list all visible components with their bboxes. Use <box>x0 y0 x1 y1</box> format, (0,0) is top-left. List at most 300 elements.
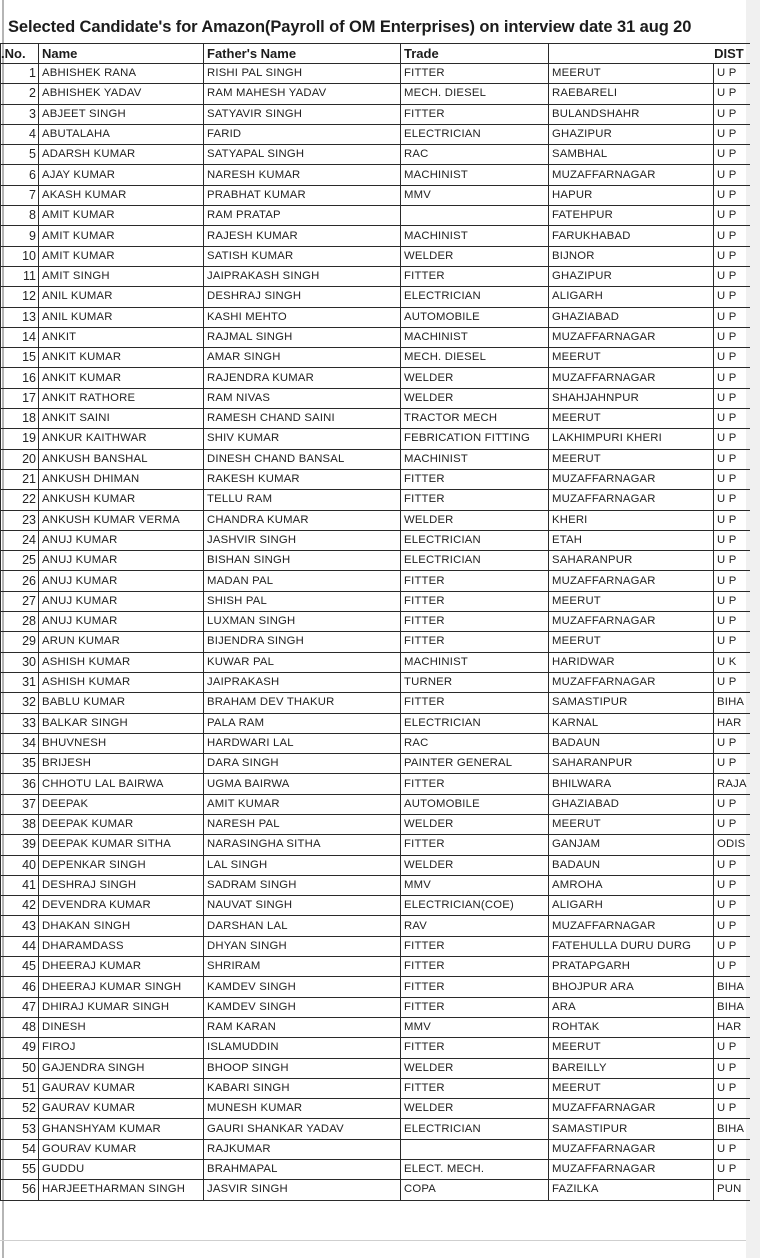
table-row <box>1 672 750 692</box>
cell-state: U P <box>714 1058 750 1078</box>
cell-district: MEERUT <box>549 64 714 84</box>
cell-name: DHEERAJ KUMAR SINGH <box>39 977 204 997</box>
cell-sno: 5 <box>1 145 39 165</box>
cell-state: PUN <box>714 1180 750 1200</box>
cell-name: ANUJ KUMAR <box>39 591 204 611</box>
cell-father-name: RAM KARAN <box>204 1017 401 1037</box>
table-row <box>1 1180 750 1200</box>
cell-trade: FITTER <box>401 774 549 794</box>
cell-district: MEERUT <box>549 348 714 368</box>
cell-sno: 19 <box>1 429 39 449</box>
cell-trade: MACHINIST <box>401 226 549 246</box>
cell-name: ABUTALAHA <box>39 124 204 144</box>
cell-trade: ELECTRICIAN <box>401 287 549 307</box>
table-row <box>1 835 750 855</box>
cell-name: ASHISH KUMAR <box>39 652 204 672</box>
cell-district: GHAZIPUR <box>549 266 714 286</box>
table-row <box>1 84 750 104</box>
cell-trade <box>401 206 549 226</box>
cell-district: FARUKHABAD <box>549 226 714 246</box>
cell-state: U P <box>714 124 750 144</box>
header-sno: .No. <box>1 44 39 64</box>
cell-state: U P <box>714 368 750 388</box>
cell-state: U P <box>714 84 750 104</box>
cell-trade: FITTER <box>401 632 549 652</box>
cell-name: DINESH <box>39 1017 204 1037</box>
cell-trade: MMV <box>401 185 549 205</box>
cell-trade: ELECTRICIAN <box>401 1119 549 1139</box>
cell-father-name: HARDWARI LAL <box>204 733 401 753</box>
cell-trade: RAC <box>401 733 549 753</box>
cell-sno: 26 <box>1 571 39 591</box>
cell-trade: ELECTRICIAN <box>401 713 549 733</box>
cell-father-name: KUWAR PAL <box>204 652 401 672</box>
cell-trade: WELDER <box>401 855 549 875</box>
cell-state: U P <box>714 855 750 875</box>
table-row <box>1 814 750 834</box>
cell-state: U P <box>714 327 750 347</box>
cell-trade <box>401 1139 549 1159</box>
cell-name: CHHOTU LAL BAIRWA <box>39 774 204 794</box>
cell-district: BHILWARA <box>549 774 714 794</box>
cell-district: RAEBARELI <box>549 84 714 104</box>
table-row <box>1 388 750 408</box>
cell-state: ODIS <box>714 835 750 855</box>
cell-trade: ELECTRICIAN <box>401 530 549 550</box>
cell-sno: 29 <box>1 632 39 652</box>
cell-sno: 1 <box>1 64 39 84</box>
cell-sno: 9 <box>1 226 39 246</box>
cell-sno: 30 <box>1 652 39 672</box>
cell-name: DEEPAK KUMAR <box>39 814 204 834</box>
table-row <box>1 449 750 469</box>
cell-state: U P <box>714 571 750 591</box>
table-row <box>1 429 750 449</box>
table-row <box>1 348 750 368</box>
cell-district: MEERUT <box>549 591 714 611</box>
cell-name: ANKIT <box>39 327 204 347</box>
cell-sno: 11 <box>1 266 39 286</box>
table-row <box>1 612 750 632</box>
cell-father-name: JASVIR SINGH <box>204 1180 401 1200</box>
cell-name: AMIT KUMAR <box>39 226 204 246</box>
cell-father-name: RAJMAL SINGH <box>204 327 401 347</box>
cell-state: U P <box>714 449 750 469</box>
cell-trade: MACHINIST <box>401 327 549 347</box>
table-row <box>1 875 750 895</box>
header-name: Name <box>39 44 204 64</box>
cell-trade: MMV <box>401 875 549 895</box>
cell-father-name: MADAN PAL <box>204 571 401 591</box>
cell-trade: FITTER <box>401 612 549 632</box>
cell-father-name: KASHI MEHTO <box>204 307 401 327</box>
cell-father-name: DINESH CHAND BANSAL <box>204 449 401 469</box>
table-row <box>1 916 750 936</box>
table-row <box>1 145 750 165</box>
cell-father-name: PRABHAT KUMAR <box>204 185 401 205</box>
cell-district: HAPUR <box>549 185 714 205</box>
cell-father-name: TELLU RAM <box>204 490 401 510</box>
table-row <box>1 774 750 794</box>
cell-state: U P <box>714 936 750 956</box>
cell-sno: 31 <box>1 672 39 692</box>
cell-trade: MACHINIST <box>401 652 549 672</box>
table-row <box>1 510 750 530</box>
header-trade: Trade <box>401 44 549 64</box>
cell-trade: MECH. DIESEL <box>401 84 549 104</box>
cell-sno: 14 <box>1 327 39 347</box>
cell-state: U P <box>714 794 750 814</box>
table-row <box>1 936 750 956</box>
cell-trade: FITTER <box>401 977 549 997</box>
cell-father-name: NARESH PAL <box>204 814 401 834</box>
cell-sno: 44 <box>1 936 39 956</box>
cell-trade: FITTER <box>401 1038 549 1058</box>
cell-father-name: BRAHMAPAL <box>204 1160 401 1180</box>
cell-father-name: SHISH PAL <box>204 591 401 611</box>
cell-state: U P <box>714 875 750 895</box>
table-row <box>1 409 750 429</box>
cell-sno: 36 <box>1 774 39 794</box>
cell-sno: 35 <box>1 754 39 774</box>
cell-district: KHERI <box>549 510 714 530</box>
table-bottom-edge <box>0 1240 746 1241</box>
cell-sno: 55 <box>1 1160 39 1180</box>
cell-state: U P <box>714 185 750 205</box>
cell-name: DESHRAJ SINGH <box>39 875 204 895</box>
cell-name: ABJEET SINGH <box>39 104 204 124</box>
cell-sno: 54 <box>1 1139 39 1159</box>
cell-sno: 12 <box>1 287 39 307</box>
table-row <box>1 652 750 672</box>
cell-name: BABLU KUMAR <box>39 693 204 713</box>
cell-trade: FITTER <box>401 64 549 84</box>
cell-father-name: RAJKUMAR <box>204 1139 401 1159</box>
cell-sno: 16 <box>1 368 39 388</box>
cell-state: U P <box>714 226 750 246</box>
cell-state: BIHA <box>714 693 750 713</box>
cell-state: U P <box>714 896 750 916</box>
cell-father-name: SHIV KUMAR <box>204 429 401 449</box>
cell-district: MUZAFFARNAGAR <box>549 916 714 936</box>
cell-state: U P <box>714 104 750 124</box>
cell-sno: 4 <box>1 124 39 144</box>
table-row <box>1 1058 750 1078</box>
cell-name: DHARAMDASS <box>39 936 204 956</box>
cell-trade: FITTER <box>401 469 549 489</box>
cell-state: U P <box>714 348 750 368</box>
cell-trade: WELDER <box>401 814 549 834</box>
cell-state: U P <box>714 429 750 449</box>
cell-state: U P <box>714 1160 750 1180</box>
cell-trade: WELDER <box>401 1099 549 1119</box>
cell-sno: 3 <box>1 104 39 124</box>
cell-district: SAMBHAL <box>549 145 714 165</box>
cell-state: U P <box>714 957 750 977</box>
table-row <box>1 266 750 286</box>
cell-father-name: SATYAVIR SINGH <box>204 104 401 124</box>
cell-state: U P <box>714 287 750 307</box>
cell-district: MUZAFFARNAGAR <box>549 612 714 632</box>
cell-state: U P <box>714 1078 750 1098</box>
table-row <box>1 591 750 611</box>
table-row <box>1 104 750 124</box>
cell-father-name: JAIPRAKASH SINGH <box>204 266 401 286</box>
cell-state: U P <box>714 916 750 936</box>
cell-sno: 20 <box>1 449 39 469</box>
cell-state: U P <box>714 672 750 692</box>
cell-father-name: RAJENDRA KUMAR <box>204 368 401 388</box>
cell-sno: 51 <box>1 1078 39 1098</box>
cell-district: MEERUT <box>549 814 714 834</box>
cell-district: BHOJPUR ARA <box>549 977 714 997</box>
table-row <box>1 490 750 510</box>
cell-father-name: BHOOP SINGH <box>204 1058 401 1078</box>
cell-sno: 45 <box>1 957 39 977</box>
cell-father-name: KABARI SINGH <box>204 1078 401 1098</box>
header-father-name: Father's Name <box>204 44 401 64</box>
cell-father-name: RISHI PAL SINGH <box>204 64 401 84</box>
cell-sno: 21 <box>1 469 39 489</box>
cell-name: ANUJ KUMAR <box>39 571 204 591</box>
table-row <box>1 571 750 591</box>
cell-state: U P <box>714 388 750 408</box>
table-row <box>1 713 750 733</box>
cell-state: BIHA <box>714 977 750 997</box>
cell-name: DEEPAK <box>39 794 204 814</box>
table-row <box>1 855 750 875</box>
table-row <box>1 1078 750 1098</box>
table-row <box>1 165 750 185</box>
cell-father-name: DHYAN SINGH <box>204 936 401 956</box>
table-row <box>1 794 750 814</box>
cell-name: ABHISHEK YADAV <box>39 84 204 104</box>
cell-sno: 40 <box>1 855 39 875</box>
cell-district: PRATAPGARH <box>549 957 714 977</box>
table-row <box>1 368 750 388</box>
cell-father-name: BIJENDRA SINGH <box>204 632 401 652</box>
cell-trade: FITTER <box>401 104 549 124</box>
cell-father-name: ISLAMUDDIN <box>204 1038 401 1058</box>
cell-sno: 37 <box>1 794 39 814</box>
table-row <box>1 754 750 774</box>
cell-trade: MACHINIST <box>401 449 549 469</box>
cell-trade: FITTER <box>401 571 549 591</box>
cell-sno: 22 <box>1 490 39 510</box>
header-dist: DIST <box>549 44 750 64</box>
cell-district: FAZILKA <box>549 1180 714 1200</box>
table-row <box>1 185 750 205</box>
cell-sno: 6 <box>1 165 39 185</box>
cell-trade: MECH. DIESEL <box>401 348 549 368</box>
table-row <box>1 896 750 916</box>
cell-sno: 47 <box>1 997 39 1017</box>
cell-trade: FITTER <box>401 936 549 956</box>
cell-father-name: DESHRAJ SINGH <box>204 287 401 307</box>
cell-district: SAMASTIPUR <box>549 693 714 713</box>
cell-state: RAJA <box>714 774 750 794</box>
table-row <box>1 1119 750 1139</box>
table-header-row <box>1 44 750 64</box>
cell-name: ANKIT KUMAR <box>39 348 204 368</box>
cell-state: U P <box>714 64 750 84</box>
cell-name: ANUJ KUMAR <box>39 530 204 550</box>
cell-father-name: KAMDEV SINGH <box>204 997 401 1017</box>
cell-state: U P <box>714 307 750 327</box>
table-row <box>1 530 750 550</box>
cell-state: U P <box>714 754 750 774</box>
cell-name: DHAKAN SINGH <box>39 916 204 936</box>
cell-name: ANKUSH KUMAR <box>39 490 204 510</box>
cell-district: SAHARANPUR <box>549 754 714 774</box>
cell-district: GHAZIPUR <box>549 124 714 144</box>
cell-district: SAMASTIPUR <box>549 1119 714 1139</box>
cell-district: GHAZIABAD <box>549 794 714 814</box>
cell-state: U P <box>714 612 750 632</box>
cell-trade: WELDER <box>401 368 549 388</box>
cell-sno: 32 <box>1 693 39 713</box>
cell-trade: TRACTOR MECH <box>401 409 549 429</box>
cell-name: ANIL KUMAR <box>39 287 204 307</box>
cell-state: U P <box>714 814 750 834</box>
cell-district: MUZAFFARNAGAR <box>549 1139 714 1159</box>
cell-state: BIHA <box>714 1119 750 1139</box>
cell-district: BAREILLY <box>549 1058 714 1078</box>
cell-district: MUZAFFARNAGAR <box>549 490 714 510</box>
cell-name: DEEPAK KUMAR SITHA <box>39 835 204 855</box>
cell-sno: 41 <box>1 875 39 895</box>
cell-father-name: LUXMAN SINGH <box>204 612 401 632</box>
cell-state: U P <box>714 591 750 611</box>
cell-trade: COPA <box>401 1180 549 1200</box>
cell-state: U P <box>714 1139 750 1159</box>
cell-name: ADARSH KUMAR <box>39 145 204 165</box>
cell-state: HAR <box>714 1017 750 1037</box>
cell-state: U P <box>714 1038 750 1058</box>
cell-sno: 15 <box>1 348 39 368</box>
cell-district: FATEHPUR <box>549 206 714 226</box>
cell-name: ANKUSH KUMAR VERMA <box>39 510 204 530</box>
document-title: Selected Candidate's for Amazon(Payroll of OM Enterprises) on interview date 31 aug 20 <box>8 18 692 36</box>
cell-name: HARJEETHARMAN SINGH <box>39 1180 204 1200</box>
cell-state: U P <box>714 530 750 550</box>
cell-sno: 50 <box>1 1058 39 1078</box>
cell-district: ETAH <box>549 530 714 550</box>
cell-father-name: MUNESH KUMAR <box>204 1099 401 1119</box>
cell-state: U P <box>714 145 750 165</box>
cell-trade: FITTER <box>401 693 549 713</box>
cell-name: BHUVNESH <box>39 733 204 753</box>
table-row <box>1 693 750 713</box>
cell-district: ALIGARH <box>549 896 714 916</box>
cell-state: U P <box>714 733 750 753</box>
cell-name: FIROJ <box>39 1038 204 1058</box>
cell-name: GAJENDRA SINGH <box>39 1058 204 1078</box>
cell-father-name: UGMA BAIRWA <box>204 774 401 794</box>
cell-father-name: AMIT KUMAR <box>204 794 401 814</box>
cell-district: MEERUT <box>549 1078 714 1098</box>
cell-name: ANKUR KAITHWAR <box>39 429 204 449</box>
table-row <box>1 1017 750 1037</box>
cell-father-name: DARA SINGH <box>204 754 401 774</box>
cell-district: MUZAFFARNAGAR <box>549 1160 714 1180</box>
cell-sno: 13 <box>1 307 39 327</box>
cell-state: U P <box>714 510 750 530</box>
cell-state: U P <box>714 409 750 429</box>
cell-name: GUDDU <box>39 1160 204 1180</box>
cell-district: BULANDSHAHR <box>549 104 714 124</box>
cell-father-name: NARESH KUMAR <box>204 165 401 185</box>
cell-father-name: PALA RAM <box>204 713 401 733</box>
table-row <box>1 1139 750 1159</box>
cell-trade: PAINTER GENERAL <box>401 754 549 774</box>
cell-state: U P <box>714 1099 750 1119</box>
cell-district: MUZAFFARNAGAR <box>549 469 714 489</box>
cell-sno: 38 <box>1 814 39 834</box>
cell-father-name: KAMDEV SINGH <box>204 977 401 997</box>
table-row <box>1 1038 750 1058</box>
cell-father-name: RAJESH KUMAR <box>204 226 401 246</box>
cell-sno: 34 <box>1 733 39 753</box>
cell-state: U P <box>714 266 750 286</box>
cell-father-name: BRAHAM DEV THAKUR <box>204 693 401 713</box>
cell-trade: ELECT. MECH. <box>401 1160 549 1180</box>
cell-father-name: NAUVAT SINGH <box>204 896 401 916</box>
cell-district: HARIDWAR <box>549 652 714 672</box>
cell-trade: WELDER <box>401 246 549 266</box>
cell-name: ANIL KUMAR <box>39 307 204 327</box>
cell-state: U P <box>714 469 750 489</box>
cell-father-name: RAKESH KUMAR <box>204 469 401 489</box>
cell-district: BADAUN <box>549 855 714 875</box>
cell-sno: 52 <box>1 1099 39 1119</box>
cell-father-name: RAM PRATAP <box>204 206 401 226</box>
cell-father-name: JASHVIR SINGH <box>204 530 401 550</box>
cell-sno: 43 <box>1 916 39 936</box>
cell-sno: 24 <box>1 530 39 550</box>
cell-district: MEERUT <box>549 409 714 429</box>
cell-name: GHANSHYAM KUMAR <box>39 1119 204 1139</box>
cell-district: MEERUT <box>549 449 714 469</box>
table-row <box>1 206 750 226</box>
table-row <box>1 64 750 84</box>
table-row <box>1 307 750 327</box>
table-row <box>1 226 750 246</box>
cell-sno: 46 <box>1 977 39 997</box>
cell-father-name: RAMESH CHAND SAINI <box>204 409 401 429</box>
cell-trade: AUTOMOBILE <box>401 794 549 814</box>
table-row <box>1 246 750 266</box>
cell-father-name: SADRAM SINGH <box>204 875 401 895</box>
cell-district: GHAZIABAD <box>549 307 714 327</box>
cell-sno: 39 <box>1 835 39 855</box>
cell-trade: FITTER <box>401 957 549 977</box>
cell-sno: 7 <box>1 185 39 205</box>
cell-sno: 48 <box>1 1017 39 1037</box>
cell-trade: ELECTRICIAN(COE) <box>401 896 549 916</box>
cell-trade: FITTER <box>401 1078 549 1098</box>
table-row <box>1 997 750 1017</box>
cell-sno: 25 <box>1 551 39 571</box>
cell-state: U P <box>714 165 750 185</box>
cell-name: ANKIT SAINI <box>39 409 204 429</box>
cell-name: ANKIT RATHORE <box>39 388 204 408</box>
cell-sno: 8 <box>1 206 39 226</box>
cell-name: ANKIT KUMAR <box>39 368 204 388</box>
cell-trade: RAV <box>401 916 549 936</box>
cell-state: U P <box>714 551 750 571</box>
cell-sno: 27 <box>1 591 39 611</box>
